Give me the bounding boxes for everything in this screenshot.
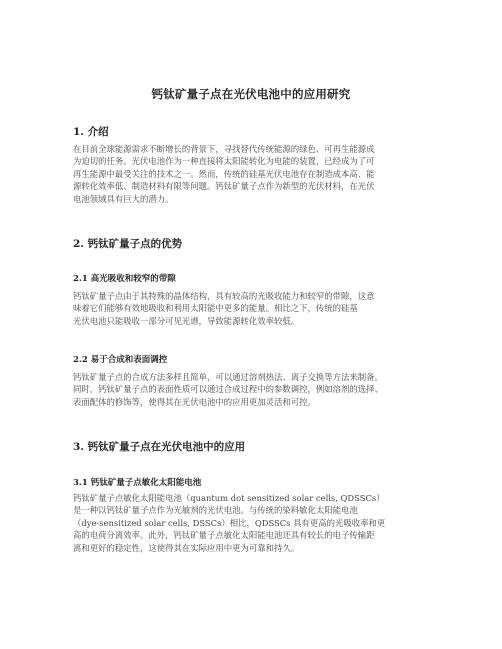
paragraph-line: 同时，钙钛矿量子点的表面性质可以通过合成过程中的参数调控，例如溶剂的选择、 (73, 384, 383, 395)
section-heading-intro: 1. 介绍 (73, 126, 109, 138)
document-title: 钙钛矿量子点在光伏电池中的应用研究 (151, 87, 351, 101)
paragraph-line: 钙钛矿量子点由于其特殊的晶体结构，具有较高的光吸收能力和较窄的带隙，这意 (73, 291, 375, 301)
paragraph-line: 表面配体的修饰等，使得其在光伏电池中的应用更加灵活和可控。 (73, 396, 316, 407)
subsection-heading-qdssc: 3.1 钙钛矿量子点敏化太阳能电池 (73, 478, 202, 488)
section-heading-applications: 3. 钙钛矿量子点在光伏电池中的应用 (73, 441, 246, 453)
paragraph-line: 电池领域具有巨大的潜力。 (73, 193, 174, 204)
paragraph-line: 味着它们能够有效地吸收和利用太阳能中更多的能量。相比之下，传统的硅基 (73, 303, 358, 314)
paragraph-line: 源转化效率低、制造材料有限等问题。钙钛矿量子点作为新型的光伏材料，在光伏 (73, 181, 375, 192)
paragraph-line: 在目前全球能源需求不断增长的背景下，寻找替代传统能源的绿色、可再生能源成 (73, 144, 375, 154)
paragraph-line: 高的电荷分离效率。此外，钙钛矿量子点敏化太阳能电池还具有较长的电子传输距 (73, 530, 375, 541)
absorption-paragraph (73, 290, 438, 327)
paragraph-line: 钙钛矿量子点敏化太阳能电池（quantum dot sensitized solar cells, QDSSCs） (73, 493, 385, 503)
synthesis-paragraph (73, 371, 438, 408)
section-heading-advantages: 2. 钙钛矿量子点的优势 (73, 238, 183, 250)
paragraph-line: 光伏电池只能吸收一部分可见光谱，导致能源转化效率较低。 (73, 315, 300, 326)
paragraph-line: 为迫切的任务。光伏电池作为一种直接将太阳能转化为电能的装置，已经成为了可 (73, 156, 375, 167)
paragraph-line: 再生能源中最受关注的技术之一。然而，传统的硅基光伏电池存在制造成本高、能 (73, 168, 375, 179)
subsection-heading-absorption: 2.1 高光吸收和较窄的带隙 (73, 274, 176, 284)
subsection-heading-synthesis: 2.2 易于合成和表面调控 (73, 355, 168, 365)
paragraph-line: 钙钛矿量子点的合成方法多样且简单，可以通过溶剂热法、离子交换等方法来制备。 (73, 372, 383, 382)
paragraph-line: （dye-sensitized solar cells, DSSCs）相比，QDSSCs 具有更高的光吸收率和更 (73, 517, 386, 528)
qdssc-paragraph (73, 492, 438, 554)
intro-paragraph (73, 143, 438, 205)
paragraph-line: 是一种以钙钛矿量子点作为光敏剂的光伏电池。与传统的染料敏化太阳能电池 (73, 505, 358, 516)
paragraph-line: 离和更好的稳定性，这使得其在实际应用中更为可靠和持久。 (73, 542, 300, 553)
